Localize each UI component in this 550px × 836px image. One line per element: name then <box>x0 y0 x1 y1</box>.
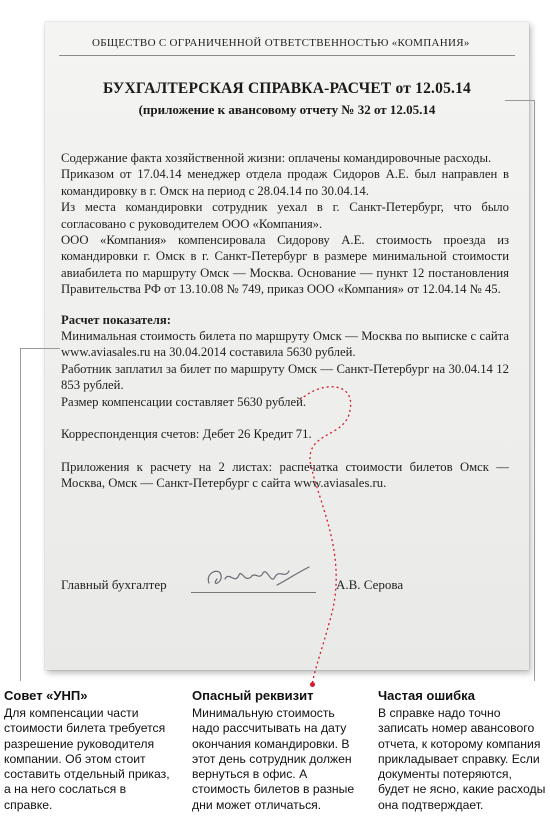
callout-dot <box>310 682 315 687</box>
accounts-paragraph: Корреспонденция счетов: Дебет 26 Кредит 71. <box>61 427 312 442</box>
note-tip-text: Для компенсации части стоимости билета требуется разрешение руководителя компании. Об этом стоит составить отдельный приказ, а на него сослаться в справке. <box>4 706 170 812</box>
calculation-heading: Расчет показателя: <box>61 312 171 327</box>
calculation-paid: Работник заплатил за билет по маршруту Омск — Санкт-Петербург на 30.04.14 12 853 рублей. <box>61 361 509 393</box>
header-divider <box>59 55 515 56</box>
guide-left-horizontal <box>20 348 60 349</box>
fact-paragraph: Содержание факта хозяйственной жизни: оплачены командировочные расходы. <box>61 151 492 165</box>
note-danger-text: Минимальную стоимость надо рассчитывать на дату окончания командировки. В этот день сотрудник должен вернуться в офис. А стоимость билетов в разные дни может отличаться. <box>192 706 355 812</box>
note-tip <box>4 688 176 813</box>
guide-left-vertical <box>20 348 21 681</box>
calculation-min-cost: Минимальная стоимость билета по маршруту Омск — Москва по выписке с сайта www.aviasales.ru на 30.04.2014 составила 5630 рублей. <box>61 329 509 360</box>
calculation-compensation: Размер компенсации составляет 5630 рублей. <box>61 394 307 409</box>
note-error <box>378 688 546 813</box>
guide-right-vertical <box>534 100 535 681</box>
organization-name: ОБЩЕСТВО С ОГРАНИЧЕННОЙ ОТВЕТСТВЕННОСТЬЮ «КОМПАНИЯ» <box>92 37 470 49</box>
note-tip-title: Совет «УНП» <box>4 688 88 703</box>
compensation-paragraph: ООО «Компания» компенсировала Сидорову А.Е. стоимость проезда из командировки г. Омск в г. Санкт-Петербург в размере минимальной стоимости авиабилета по маршруту Омск — Москва. Основание — пункт 12 постановления Правительства РФ от 13.10.08 № 749, приказ ООО «Компания» от 12.04.14 № 45. <box>61 233 509 297</box>
note-error-title: Частая ошибка <box>378 688 475 703</box>
document-subtitle: (приложение к авансовому отчету № 32 от 12.05.14 <box>138 102 436 117</box>
attachments-paragraph: Приложения к расчету на 2 листах: распечатка стоимости билетов Омск — Москва, Омск — Санкт-Петербург с сайта www.aviasales.ru. <box>61 459 509 490</box>
signatory-name: А.В. Серова <box>336 577 404 592</box>
note-danger-title: Опасный реквизит <box>192 688 314 703</box>
trip-paragraph: Из места командировки сотрудник уехал в г. Санкт-Петербург, что было согласовано с руководителем ООО «Компания». <box>61 200 509 231</box>
document-body <box>61 150 509 491</box>
handwritten-signature <box>201 559 321 597</box>
document-sheet <box>45 22 529 670</box>
note-error-text: В справке надо точно записать номер авансового отчета, к которому компания прикладывает справку. Если документы потеряются, будет не ясно, какие расходы она подтверждает. <box>378 706 546 812</box>
guide-right-horizontal <box>505 100 534 101</box>
signatory-title: Главный бухгалтер <box>61 577 167 592</box>
order-paragraph: Приказом от 17.04.14 менеджер отдела продаж Сидоров А.Е. был направлен в командировку в г. Омск на период с 28.04.14 по 30.04.14. <box>61 167 509 198</box>
note-danger <box>192 688 364 813</box>
document-title: БУХГАЛТЕРСКАЯ СПРАВКА-РАСЧЕТ от 12.05.14 <box>102 80 471 97</box>
